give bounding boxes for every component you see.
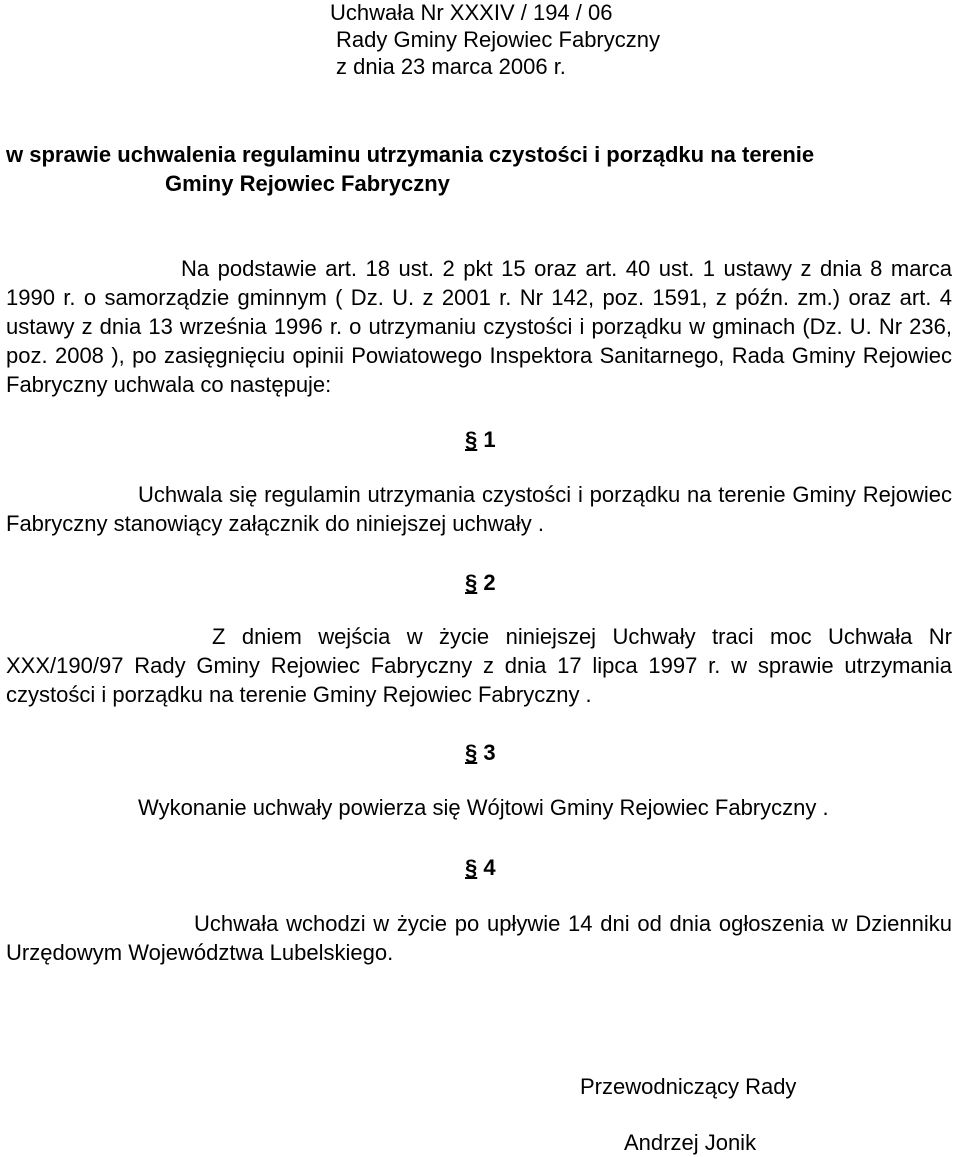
- section-sign-icon: §: [465, 740, 478, 765]
- subject-line-2: Gminy Rejowiec Fabryczny: [165, 171, 450, 196]
- section-4-text: Uchwała wchodzi w życie po upływie 14 dni od dnia ogłoszenia w Dzienniku Urzędowym Województwa Lubelskiego.: [6, 911, 952, 965]
- section-sign-icon: §: [465, 427, 478, 452]
- signature-title: Przewodniczący Rady: [580, 1074, 797, 1099]
- section-3-text: Wykonanie uchwały powierza się Wójtowi Gminy Rejowiec Fabryczny .: [138, 795, 829, 820]
- resolution-number: Uchwała Nr XXXIV / 194 / 06: [330, 0, 613, 25]
- council-name: Rady Gminy Rejowiec Fabryczny: [336, 27, 660, 52]
- section-2-text: Z dniem wejścia w życie niniejszej Uchwały traci moc Uchwała Nr XXX/190/97 Rady Gminy Rejowiec Fabryczny z dnia 17 lipca 1997 r. w sprawie utrzymania czystości i porządku na terenie Gminy Rejowiec Fabryczny .: [6, 624, 952, 707]
- resolution-date: z dnia 23 marca 2006 r.: [336, 54, 566, 79]
- section-number: 2: [483, 570, 496, 595]
- section-3-heading: [465, 738, 496, 767]
- preamble-paragraph: Na podstawie art. 18 ust. 2 pkt 15 oraz art. 40 ust. 1 ustawy z dnia 8 marca 1990 r. o samorządzie gminnym ( Dz. U. z 2001 r. Nr 142, poz. 1591, z późn. zm.) oraz art. 4 ustawy z dnia 13 września 1996 r. o utrzymaniu czystości i porządku w gminach (Dz. U. Nr 236, poz. 2008 ), po zasięgnięciu opinii Powiatowego Inspektora Sanitarnego, Rada Gminy Rejowiec Fabryczny uchwala co następuje:: [6, 256, 952, 397]
- section-2-heading: [465, 568, 496, 597]
- section-number: 1: [483, 427, 496, 452]
- section-1-text: Uchwala się regulamin utrzymania czystości i porządku na terenie Gminy Rejowiec Fabryczny stanowiący załącznik do niniejszej uchwały .: [6, 482, 952, 536]
- section-4-heading: [465, 853, 496, 882]
- section-sign-icon: §: [465, 855, 478, 880]
- section-1-heading: [465, 425, 496, 454]
- section-number: 3: [483, 740, 496, 765]
- section-number: 4: [483, 855, 496, 880]
- signature-name: Andrzej Jonik: [624, 1130, 757, 1155]
- subject-line-1: w sprawie uchwalenia regulaminu utrzymania czystości i porządku na terenie: [6, 142, 815, 167]
- section-sign-icon: §: [465, 570, 478, 595]
